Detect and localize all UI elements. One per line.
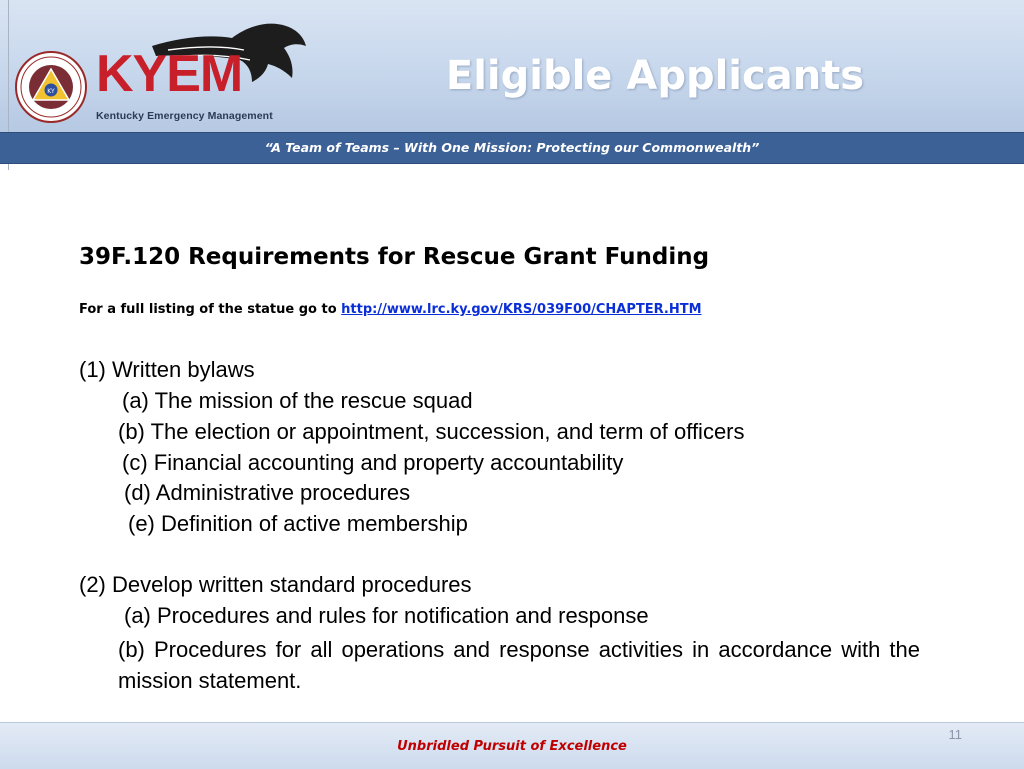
commonwealth-seal-icon — [14, 50, 88, 124]
section-1-item: (c) Financial accounting and property accountability — [122, 450, 624, 475]
slide-title: Eligible Applicants — [445, 53, 865, 99]
section-2-item: (b) Procedures for all operations and response activities in accordance with the mission statement. — [118, 637, 920, 693]
section-2-title: (2) Develop written standard procedures — [79, 572, 472, 597]
section-1-item: (b) The election or appointment, succession, and term of officers — [118, 419, 745, 444]
section-1-item: (e) Definition of active membership — [128, 511, 468, 536]
section-1-item: (a) The mission of the rescue squad — [122, 388, 473, 413]
logo-subtitle: Kentucky Emergency Management — [96, 110, 273, 122]
motto-bar — [0, 132, 1024, 164]
slide-footer — [0, 722, 1024, 769]
source-line — [79, 302, 702, 317]
motto-text: “A Team of Teams – With One Mission: Protecting our Commonwealth” — [264, 140, 760, 155]
page-number: 11 — [948, 727, 962, 742]
logo-wordmark: KYEM — [96, 45, 243, 103]
footer-slogan: Unbridled Pursuit of Excellence — [397, 739, 627, 754]
svg-text:KY: KY — [47, 88, 55, 95]
slide-header — [0, 0, 1024, 132]
source-prefix: For a full listing of the statue go to — [79, 302, 342, 317]
section-2-item: (a) Procedures and rules for notification and response — [124, 603, 649, 628]
section-1-title: (1) Written bylaws — [79, 357, 255, 382]
statute-link[interactable]: http://www.lrc.ky.gov/KRS/039F00/CHAPTER.HTM — [341, 302, 702, 317]
section-1-item: (d) Administrative procedures — [124, 480, 411, 505]
content-heading: 39F.120 Requirements for Rescue Grant Funding — [79, 244, 710, 270]
